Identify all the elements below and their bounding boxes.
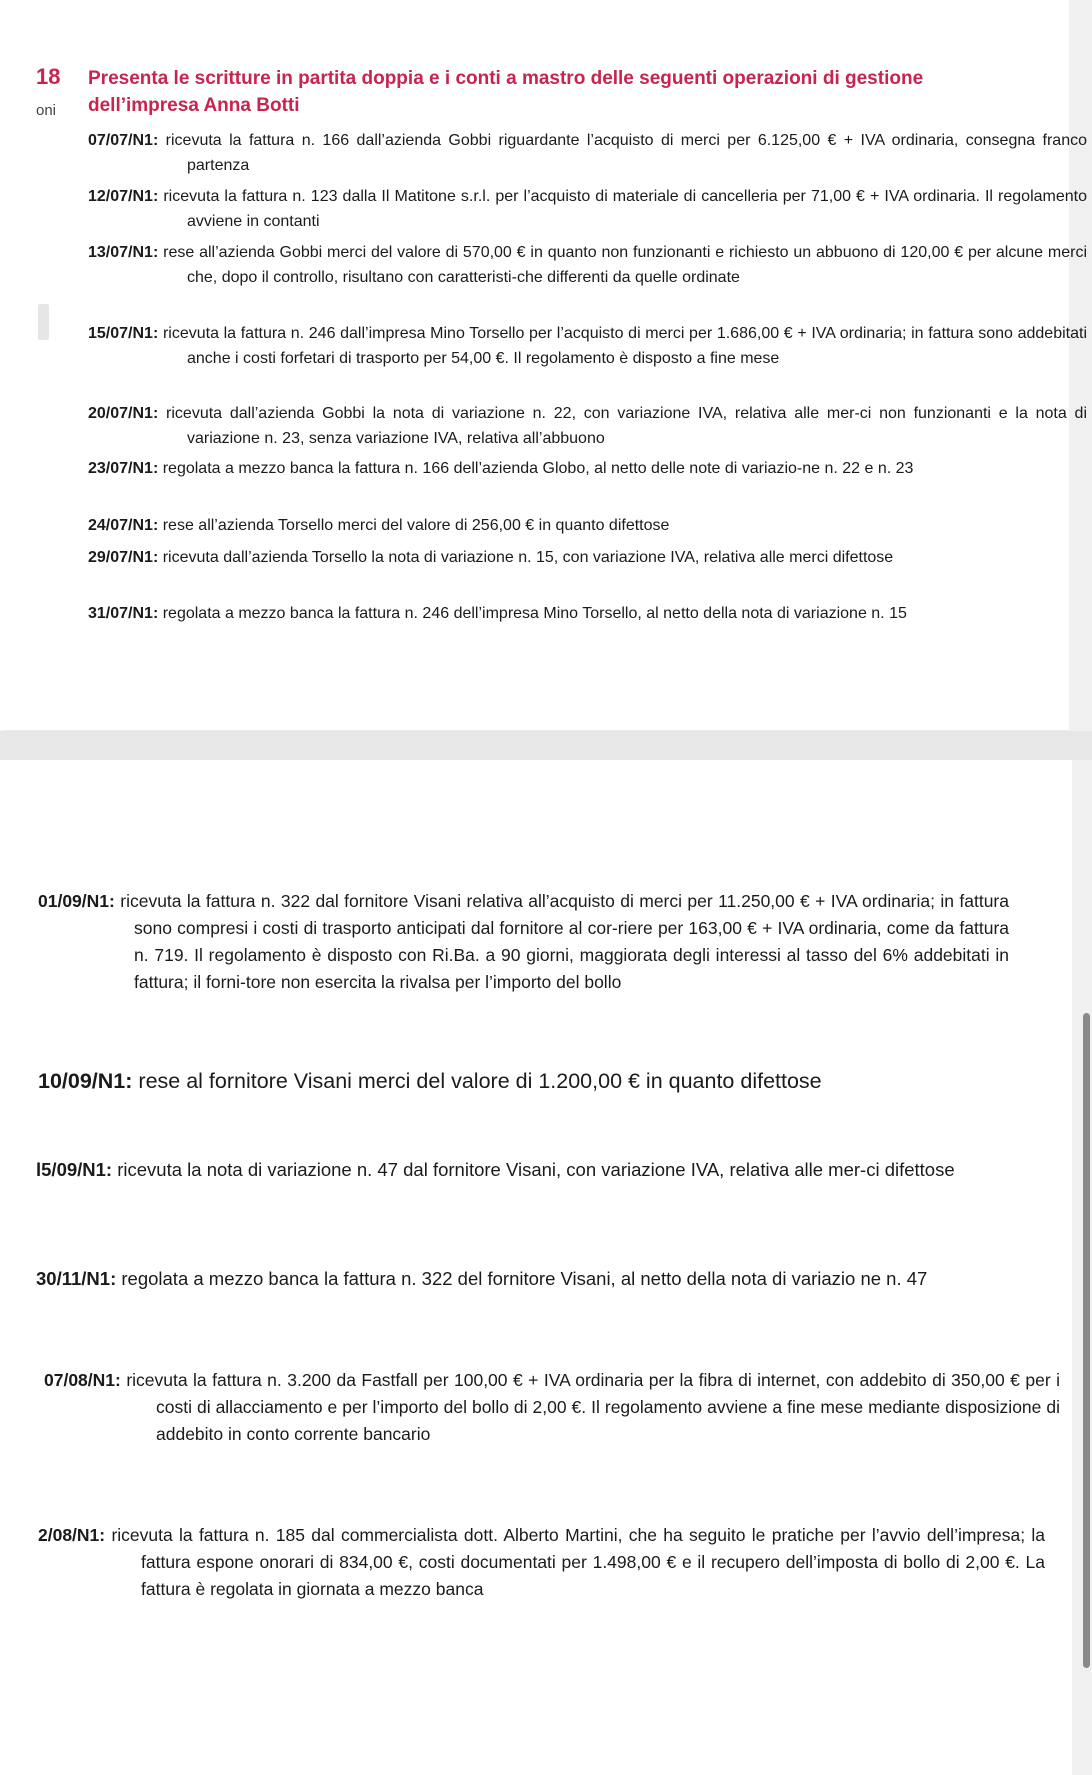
operation-date: 13/07/N1: [88,244,159,261]
operation-text: ricevuta la nota di variazione n. 47 dal fornitore Visani, con variazione IVA, relativa alle mer-ci difettose [117,1159,955,1180]
operation-text: ricevuta la fattura n. 185 dal commercialista dott. Alberto Martini, che ha seguito le pratiche per l’avvio dell’impresa; la fattura espone onorari di 834,00 €, costi documentati per 1.498,00 € e il recupero dell’imposta di bollo di 2,00 €. La fattura è regolata in giornata a mezzo banca [111,1525,1045,1599]
operation-item [36,1265,1078,1293]
page-gap [0,731,1092,760]
operation-item [88,402,1087,451]
operation-item [88,602,1087,627]
operation-item [88,322,1087,371]
operation-text: regolata a mezzo banca la fattura n. 322 del fornitore Visani, al netto della nota di variazio ne n. 47 [121,1268,928,1289]
operation-item [88,546,1087,571]
operation-item [38,1066,938,1096]
operation-item [88,457,1087,482]
margin-marker [38,304,49,340]
operation-date: 30/11/N1: [36,1268,117,1289]
operation-date: 10/09/N1: [38,1069,133,1093]
operation-date: 31/07/N1: [88,605,159,622]
operation-date: 20/07/N1: [88,405,159,422]
operation-item [88,241,1087,290]
operation-date: 2/08/N1: [38,1525,106,1545]
operation-date: 23/07/N1: [88,460,159,477]
operation-item [88,129,1087,178]
operation-date: 24/07/N1: [88,517,159,534]
side-label: oni [36,102,57,119]
operation-text: regolata a mezzo banca la fattura n. 246 dell’impresa Mino Torsello, al netto della nota di variazione n. 15 [162,605,907,622]
operation-text: ricevuta la fattura n. 3.200 da Fastfall per 100,00 € + IVA ordinaria per la fibra di internet, con addebito di 350,00 € per i costi di allacciamento e per l’importo del bollo di 2,00 €. Il regolamento avviene a fine mese mediante disposizione di addebito in conto corrente bancario [126,1370,1060,1444]
operation-item [36,1156,1044,1184]
exercise-number: 18 [36,64,61,89]
operation-date: 12/07/N1: [88,188,159,205]
operation-item [88,514,1087,539]
operation-text: ricevuta la fattura n. 123 dalla Il Matitone s.r.l. per l’acquisto di materiale di cancelleria per 71,00 € + IVA ordinaria. Il regolamento avviene in contanti [163,188,1087,230]
operation-item [38,1522,1045,1603]
operation-date: 07/08/N1: [44,1370,121,1390]
operation-text: rese al fornitore Visani merci del valore di 1.200,00 € in quanto difettose [138,1069,822,1093]
operation-text: ricevuta dall’azienda Gobbi la nota di variazione n. 22, con variazione IVA, relativa alle mer-ci non funzionanti e la nota di variazione n. 23, senza variazione IVA, relativa all’abbuono [166,405,1088,447]
operation-text: rese all’azienda Gobbi merci del valore di 570,00 € in quanto non funzionanti e richiesto un abbuono di 120,00 € per alcune merci che, dopo il controllo, risultano con caratteristi-che differenti da quelle ordinate [163,244,1087,286]
operation-text: ricevuta la fattura n. 322 dal fornitore Visani relativa all’acquisto di merci per 11.250,00 € + IVA ordinaria; in fattura sono compresi i costi di trasporto anticipati dal fornitore al cor-riere per 163,00 € + IVA ordinaria, come da fattura n. 719. Il regolamento è disposto con Ri.Ba. a 90 giorni, maggiorata degli interessi al tasso del 6% addebitati in fattura; il forni-tore non esercita la rivalsa per l’importo del bollo [120,891,1009,992]
operation-date: 29/07/N1: [88,549,159,566]
operation-item [88,185,1087,234]
operation-date: 07/07/N1: [88,132,159,149]
exercise-title: Presenta le scritture in partita doppia e i conti a mastro delle seguenti operazioni di gestione dell’impresa Anna Botti [88,68,924,116]
scrollbar[interactable] [1083,1013,1090,1668]
operation-text: ricevuta la fattura n. 166 dall’azienda Gobbi riguardante l’acquisto di merci per 6.125,00 € + IVA ordinaria, consegna franco partenza [165,132,1088,174]
operation-text: rese all’azienda Torsello merci del valore di 256,00 € in quanto difettose [162,517,670,534]
operation-date: 01/09/N1: [38,891,115,911]
operation-text: ricevuta la fattura n. 246 dall’impresa Mino Torsello per l’acquisto di merci per 1.686,00 € + IVA ordinaria; in fattura sono addebitati anche i costi forfetari di trasporto per 54,00 €. Il regolamento è disposto a fine mese [162,325,1087,367]
operation-text: regolata a mezzo banca la fattura n. 166 dell’azienda Globo, al netto delle note di variazio-ne n. 22 e n. 23 [162,460,914,477]
operation-item [38,888,1009,996]
operation-date: l5/09/N1: [36,1159,113,1180]
operation-date: 15/07/N1: [88,325,159,342]
operation-text: ricevuta dall’azienda Torsello la nota di variazione n. 15, con variazione IVA, relativa alle merci difettose [162,549,894,566]
operation-item [44,1367,1060,1448]
